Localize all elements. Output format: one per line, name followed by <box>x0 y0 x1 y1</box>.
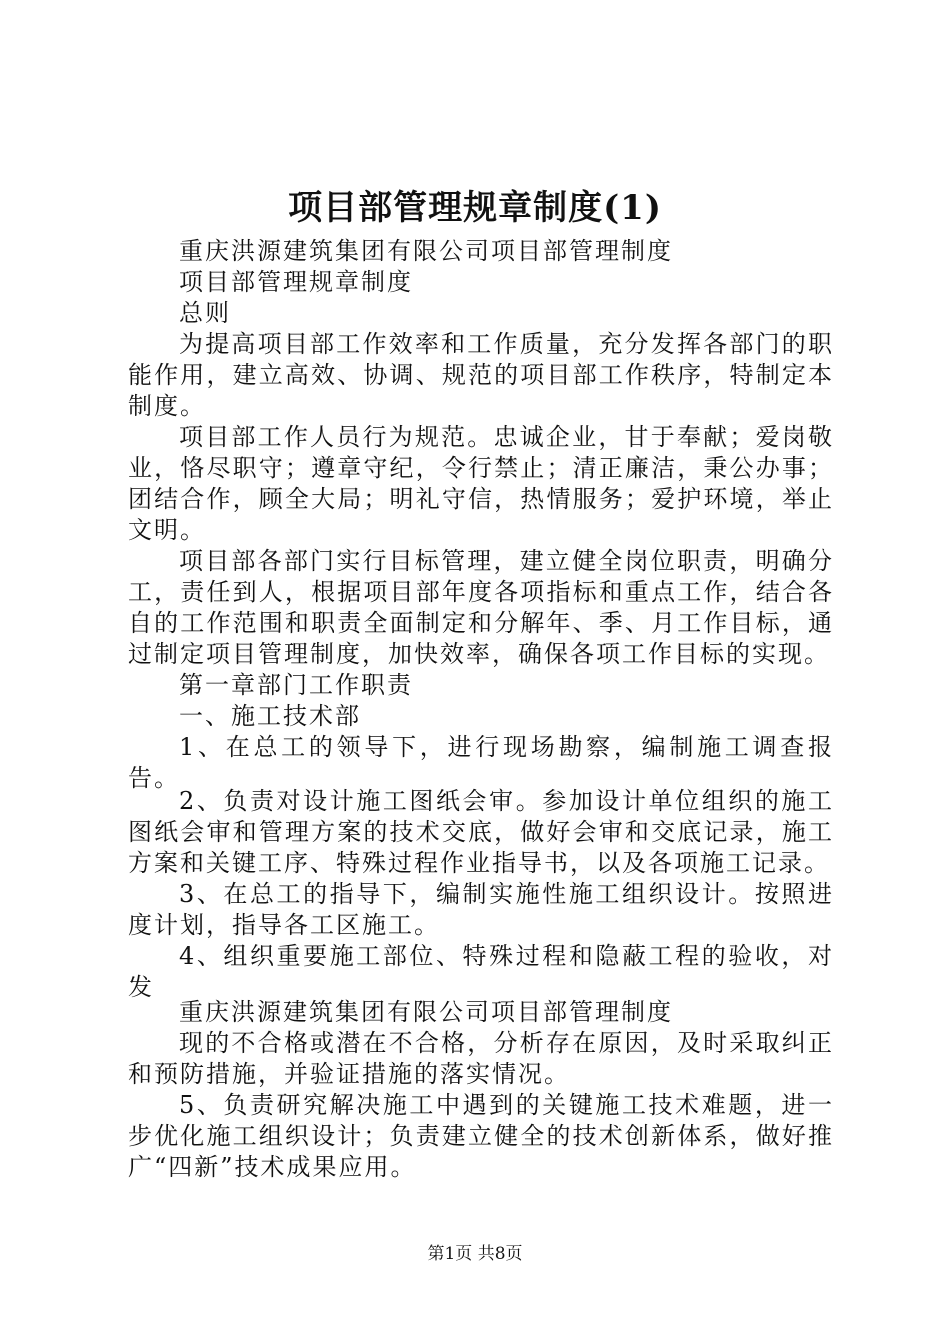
list-item-4: 4、组织重要施工部位、特殊过程和隐蔽工程的验收，对发 <box>128 942 834 1001</box>
subtitle-rules: 项目部管理规章制度 <box>179 268 413 296</box>
list-item-3: 3、在总工的指导下，编制实施性施工组织设计。按照进度计划，指导各工区施工。 <box>128 880 834 939</box>
document-title: 项目部管理规章制度(1) <box>288 188 662 228</box>
page-number: 第1页 共8页 <box>427 1244 523 1264</box>
chapter-heading: 第一章部门工作职责 <box>179 671 413 699</box>
paragraph-conduct: 项目部工作人员行为规范。忠诚企业，甘于奉献；爱岗敬业，恪尽职守；遵章守纪，令行禁止；清正廉洁，秉公办事；团结合作，顾全大局；明礼守信，热情服务；爱护环境，举止文明。 <box>128 423 834 544</box>
paragraph-purpose: 为提高项目部工作效率和工作质量，充分发挥各部门的职能作用，建立高效、协调、规范的项目部工作秩序，特制定本制度。 <box>128 330 834 420</box>
paragraph-management: 项目部各部门实行目标管理，建立健全岗位职责，明确分工，责任到人，根据项目部年度各项指标和重点工作，结合各自的工作范围和职责全面制定和分解年、季、月工作目标，通过制定项目管理制度，加快效率，确保各项工作目标的实现。 <box>128 547 834 668</box>
running-header: 重庆洪源建筑集团有限公司项目部管理制度 <box>179 998 673 1026</box>
content-block-continued <box>128 997 834 1183</box>
list-item-4-continued: 现的不合格或潜在不合格，分析存在原因，及时采取纠正和预防措施，并验证措施的落实情况。 <box>128 1029 834 1088</box>
list-item-1: 1、在总工的领导下，进行现场勘察，编制施工调查报告。 <box>128 733 834 792</box>
subtitle-company: 重庆洪源建筑集团有限公司项目部管理制度 <box>179 237 673 265</box>
list-item-2: 2、负责对设计施工图纸会审。参加设计单位组织的施工图纸会审和管理方案的技术交底，做好会审和交底记录，施工方案和关键工序、特殊过程作业指导书，以及各项施工记录。 <box>128 787 834 877</box>
list-item-5: 5、负责研究解决施工中遇到的关键施工技术难题，进一步优化施工组织设计；负责建立健全的技术创新体系，做好推广“四新”技术成果应用。 <box>128 1091 834 1181</box>
section-heading-general: 总则 <box>179 299 231 327</box>
content-block-items <box>128 786 834 1003</box>
department-heading: 一、施工技术部 <box>179 702 361 730</box>
content-block-main <box>128 236 834 794</box>
